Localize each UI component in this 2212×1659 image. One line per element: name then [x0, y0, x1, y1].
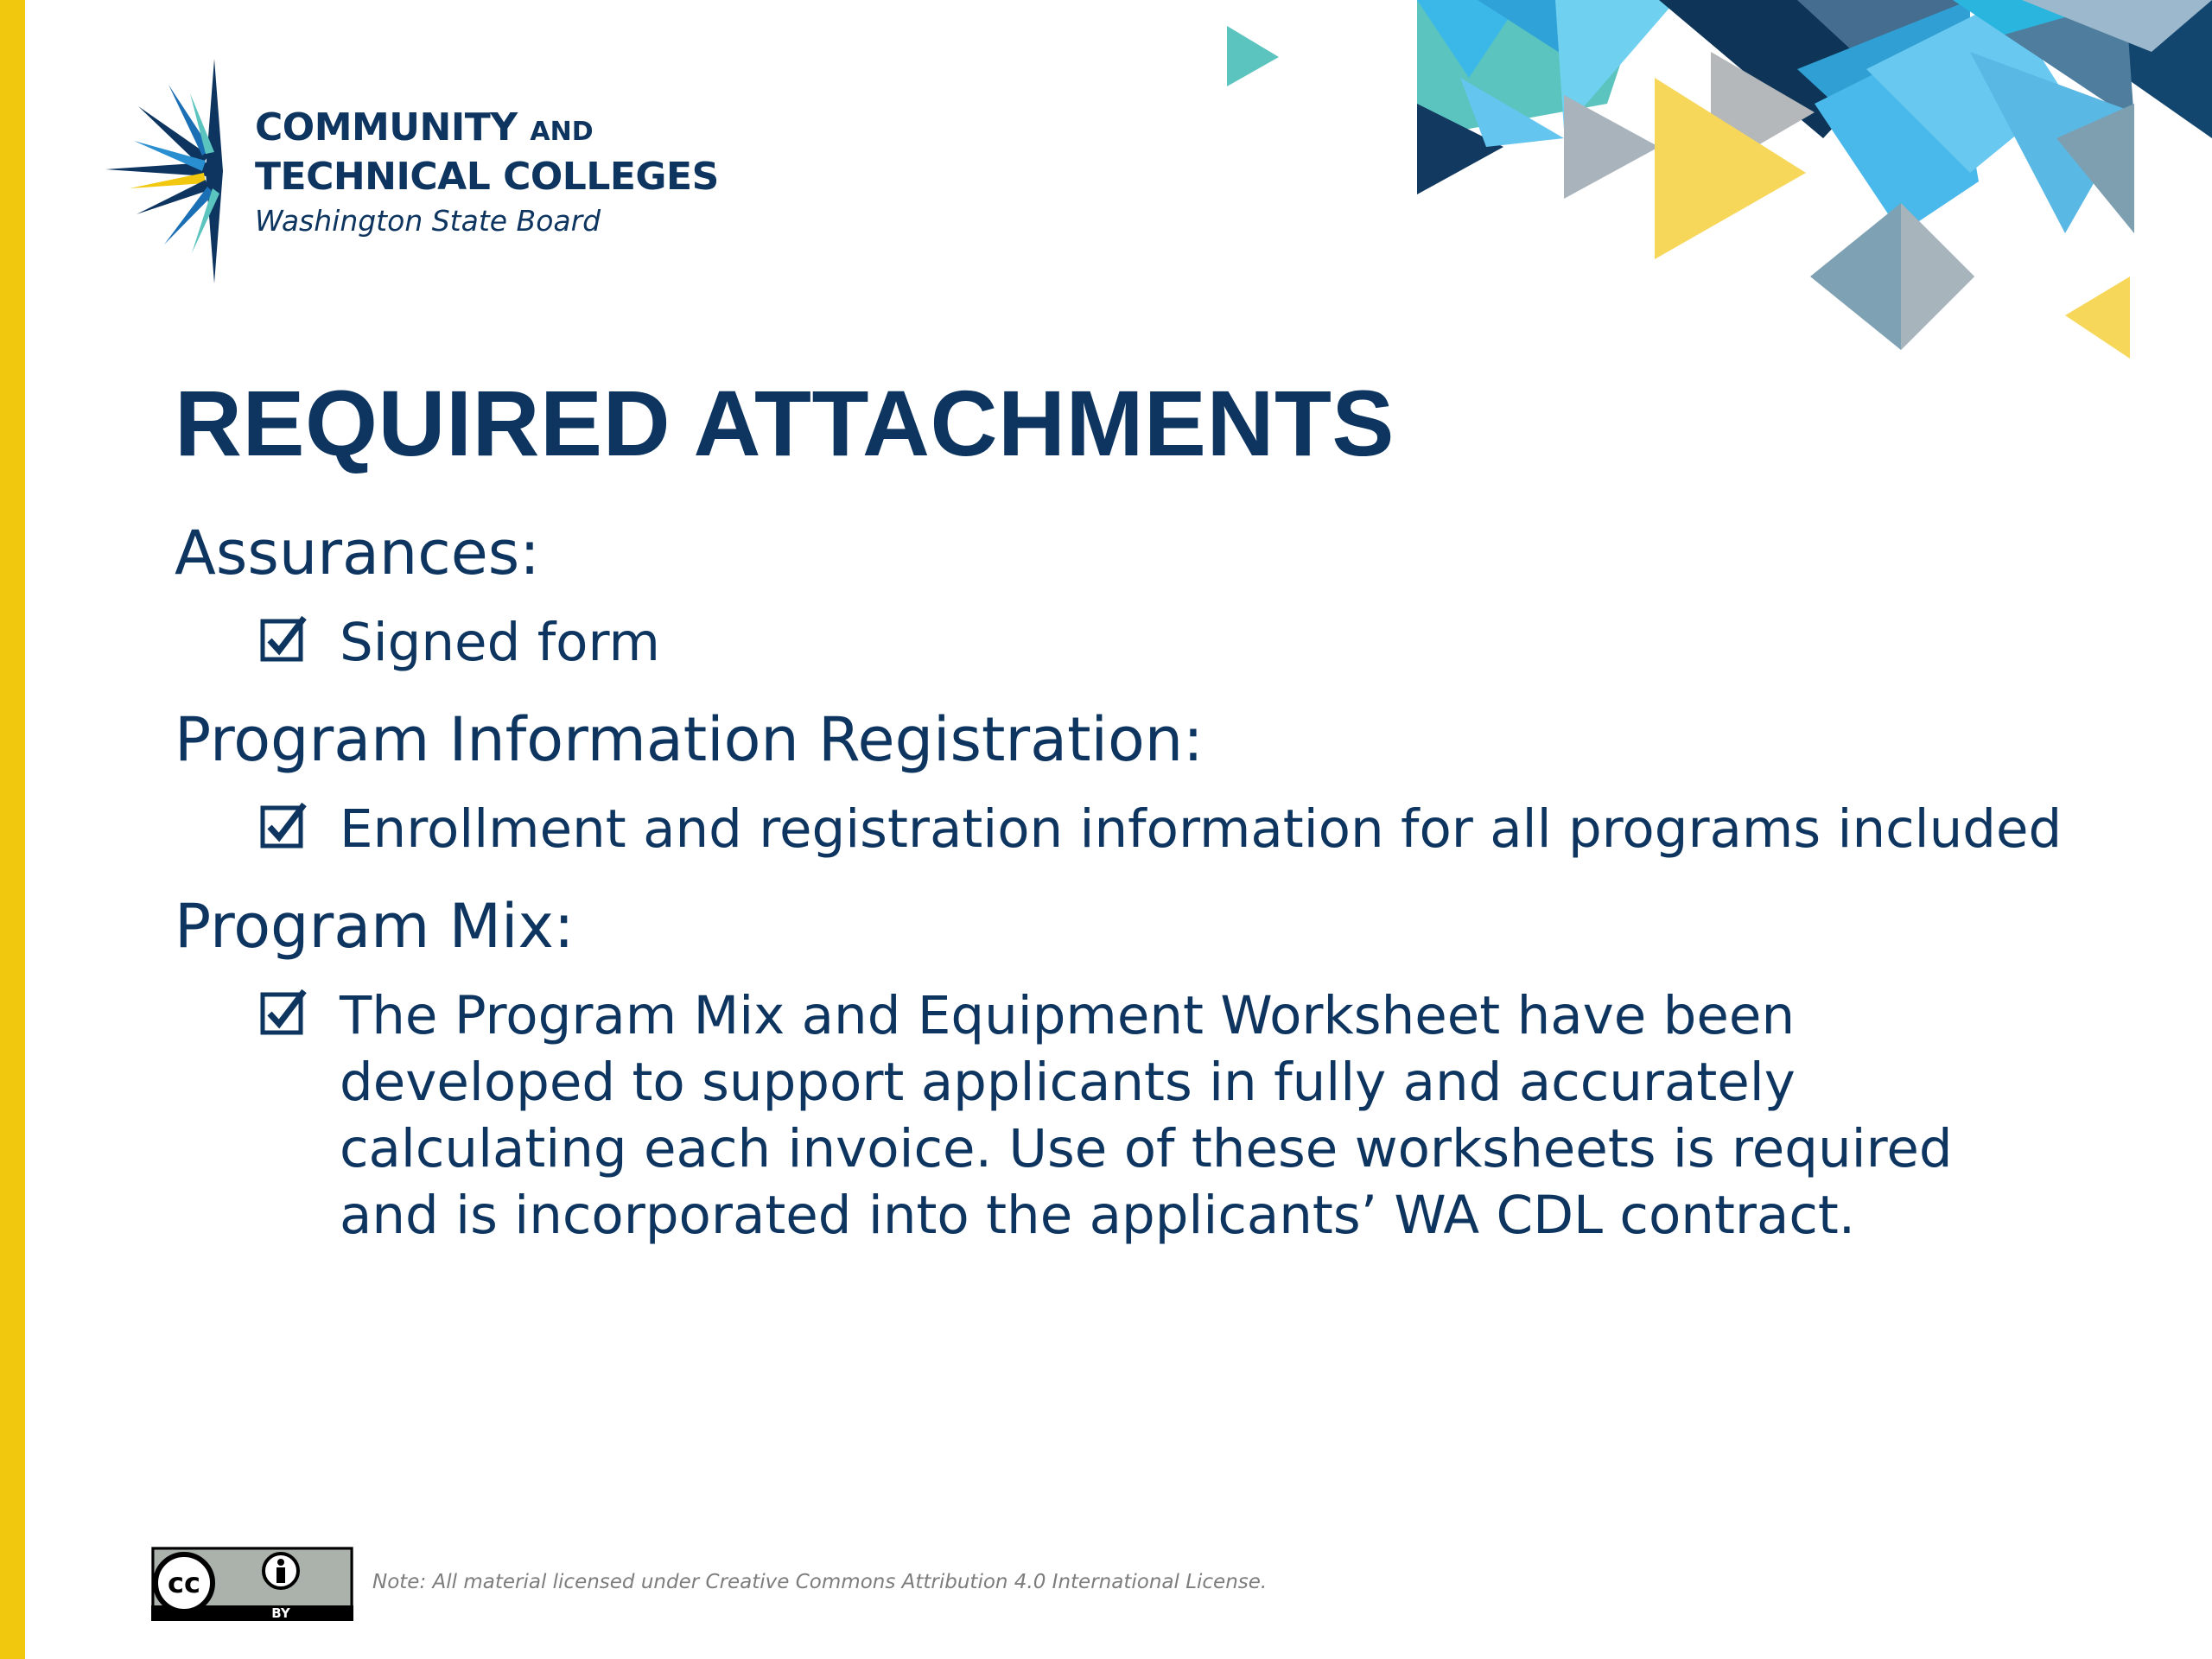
- svg-text:cc: cc: [168, 1567, 200, 1599]
- logo-wordmark: [255, 105, 719, 241]
- wsbctc-logo: [104, 59, 760, 283]
- logo-line-state-board: Washington State Board: [255, 204, 601, 238]
- list-item-text: Signed form: [340, 612, 660, 673]
- slide-title: REQUIRED ATTACHMENTS: [175, 371, 1395, 475]
- decorative-triangle-pattern: [1192, 0, 2212, 380]
- left-accent-bar: [0, 0, 25, 1659]
- license-note: Note: All material licensed under Creative Commons Attribution 4.0 International License.: [372, 1571, 1268, 1593]
- section-heading-assurances: Assurances:: [175, 518, 540, 588]
- checked-box-icon: [259, 988, 308, 1036]
- checked-box-icon: [259, 614, 308, 663]
- checked-box-icon: [259, 801, 308, 849]
- creative-commons-by-icon[interactable]: [151, 1547, 353, 1621]
- logo-line-community: COMMUNITY AND: [255, 105, 594, 149]
- svg-text:BY: BY: [271, 1605, 290, 1621]
- section-heading-program-mix: Program Mix:: [175, 891, 575, 962]
- list-item-text: Enrollment and registration information for all programs included: [340, 798, 2063, 860]
- list-item-text: The Program Mix and Equipment Worksheet have been developed to support applicants in fully and accurately calculating each invoice. Use of these worksheets is required and is incorporated into the applicants’ WA CDL contract.: [340, 985, 1953, 1246]
- section-heading-program-information-registration: Program Information Registration:: [175, 704, 1204, 775]
- logo-line-technical-colleges: TECHNICAL COLLEGES: [255, 155, 719, 199]
- license-footer: [151, 1547, 1447, 1621]
- starburst-logo-icon: [104, 59, 233, 283]
